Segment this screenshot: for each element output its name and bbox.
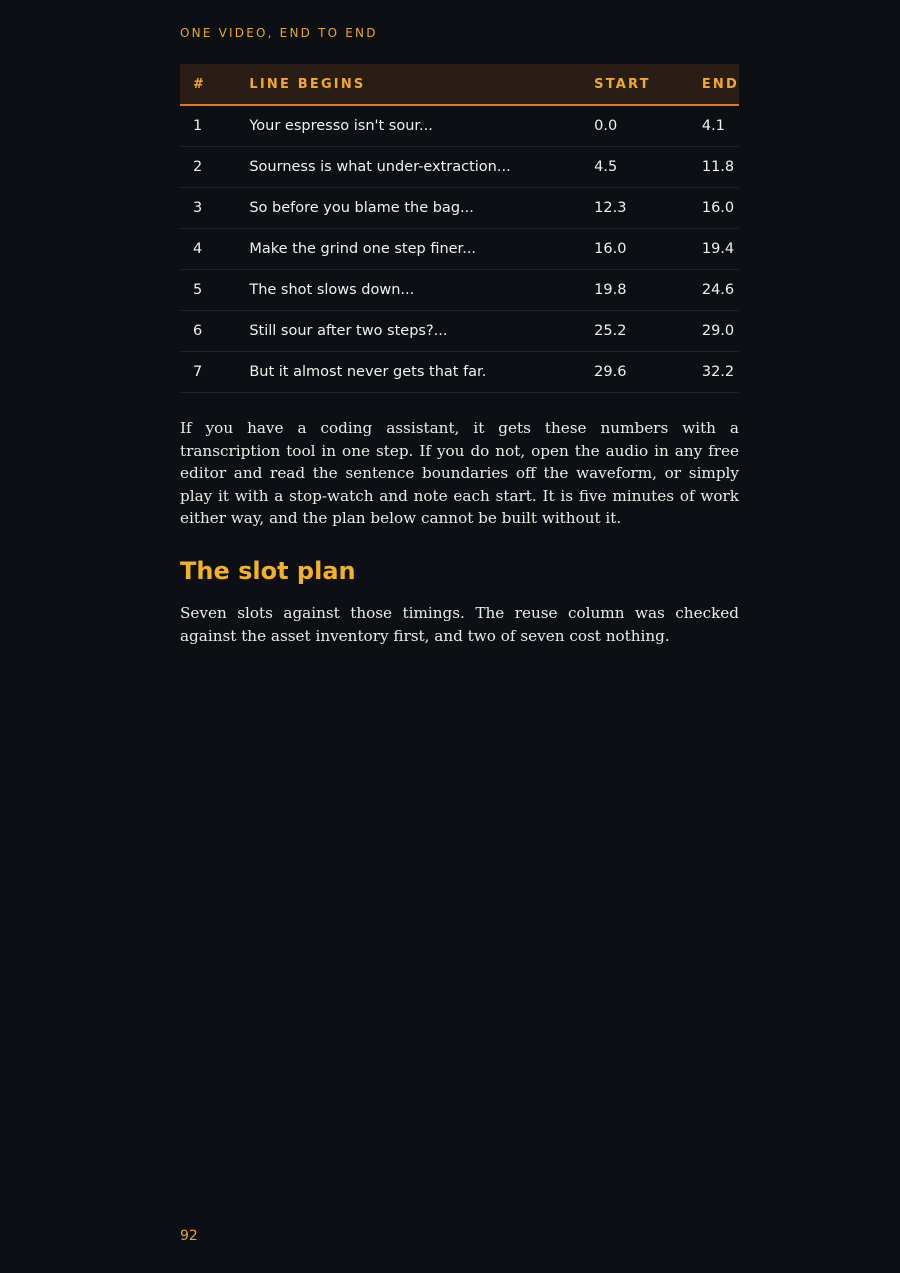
cell-start: 29.6 [581,352,689,393]
cell-end: 4.1 [689,105,739,147]
cell-end: 11.8 [689,147,739,188]
header-end: END [689,64,739,105]
table-row [180,311,739,352]
cell-line: Your espresso isn't sour... [236,105,581,147]
cell-line: Sourness is what under-extraction... [236,147,581,188]
header-start: START [581,64,689,105]
timings-table [180,64,739,393]
header-num: # [180,64,236,105]
cell-line: Still sour after two steps?... [236,311,581,352]
cell-num: 2 [180,147,236,188]
cell-end: 19.4 [689,229,739,270]
cell-line: But it almost never gets that far. [236,352,581,393]
cell-end: 29.0 [689,311,739,352]
page-number: 92 [180,1228,198,1244]
cell-start: 25.2 [581,311,689,352]
cell-num: 6 [180,311,236,352]
table-header-row [180,64,739,105]
cell-num: 5 [180,270,236,311]
table-row [180,105,739,147]
table-row [180,147,739,188]
cell-start: 0.0 [581,105,689,147]
cell-start: 12.3 [581,188,689,229]
body-paragraph-transcription: If you have a coding assistant, it gets these numbers with a transcription tool in one step. If you do not, open the audio in any free editor and read the sentence boundaries off the waveform, or simply play it with a stop-watch and note each start. It is five minutes of work either way, and the plan below cannot be built without it. [180,419,739,527]
cell-start: 4.5 [581,147,689,188]
cell-num: 3 [180,188,236,229]
table-row [180,229,739,270]
header-line-begins: LINE BEGINS [236,64,581,105]
cell-start: 19.8 [581,270,689,311]
table-row [180,352,739,393]
running-head: ONE VIDEO, END TO END [180,26,378,40]
cell-line: Make the grind one step finer... [236,229,581,270]
cell-end: 24.6 [689,270,739,311]
cell-line: The shot slows down... [236,270,581,311]
cell-line: So before you blame the bag... [236,188,581,229]
body-paragraph-slot-plan: Seven slots against those timings. The reuse column was checked against the asset inventory first, and two of seven cost nothing. [180,604,739,645]
cell-num: 4 [180,229,236,270]
cell-end: 16.0 [689,188,739,229]
cell-num: 1 [180,105,236,147]
table-row [180,270,739,311]
cell-end: 32.2 [689,352,739,393]
section-heading: The slot plan [180,557,356,585]
cell-start: 16.0 [581,229,689,270]
table-row [180,188,739,229]
cell-num: 7 [180,352,236,393]
